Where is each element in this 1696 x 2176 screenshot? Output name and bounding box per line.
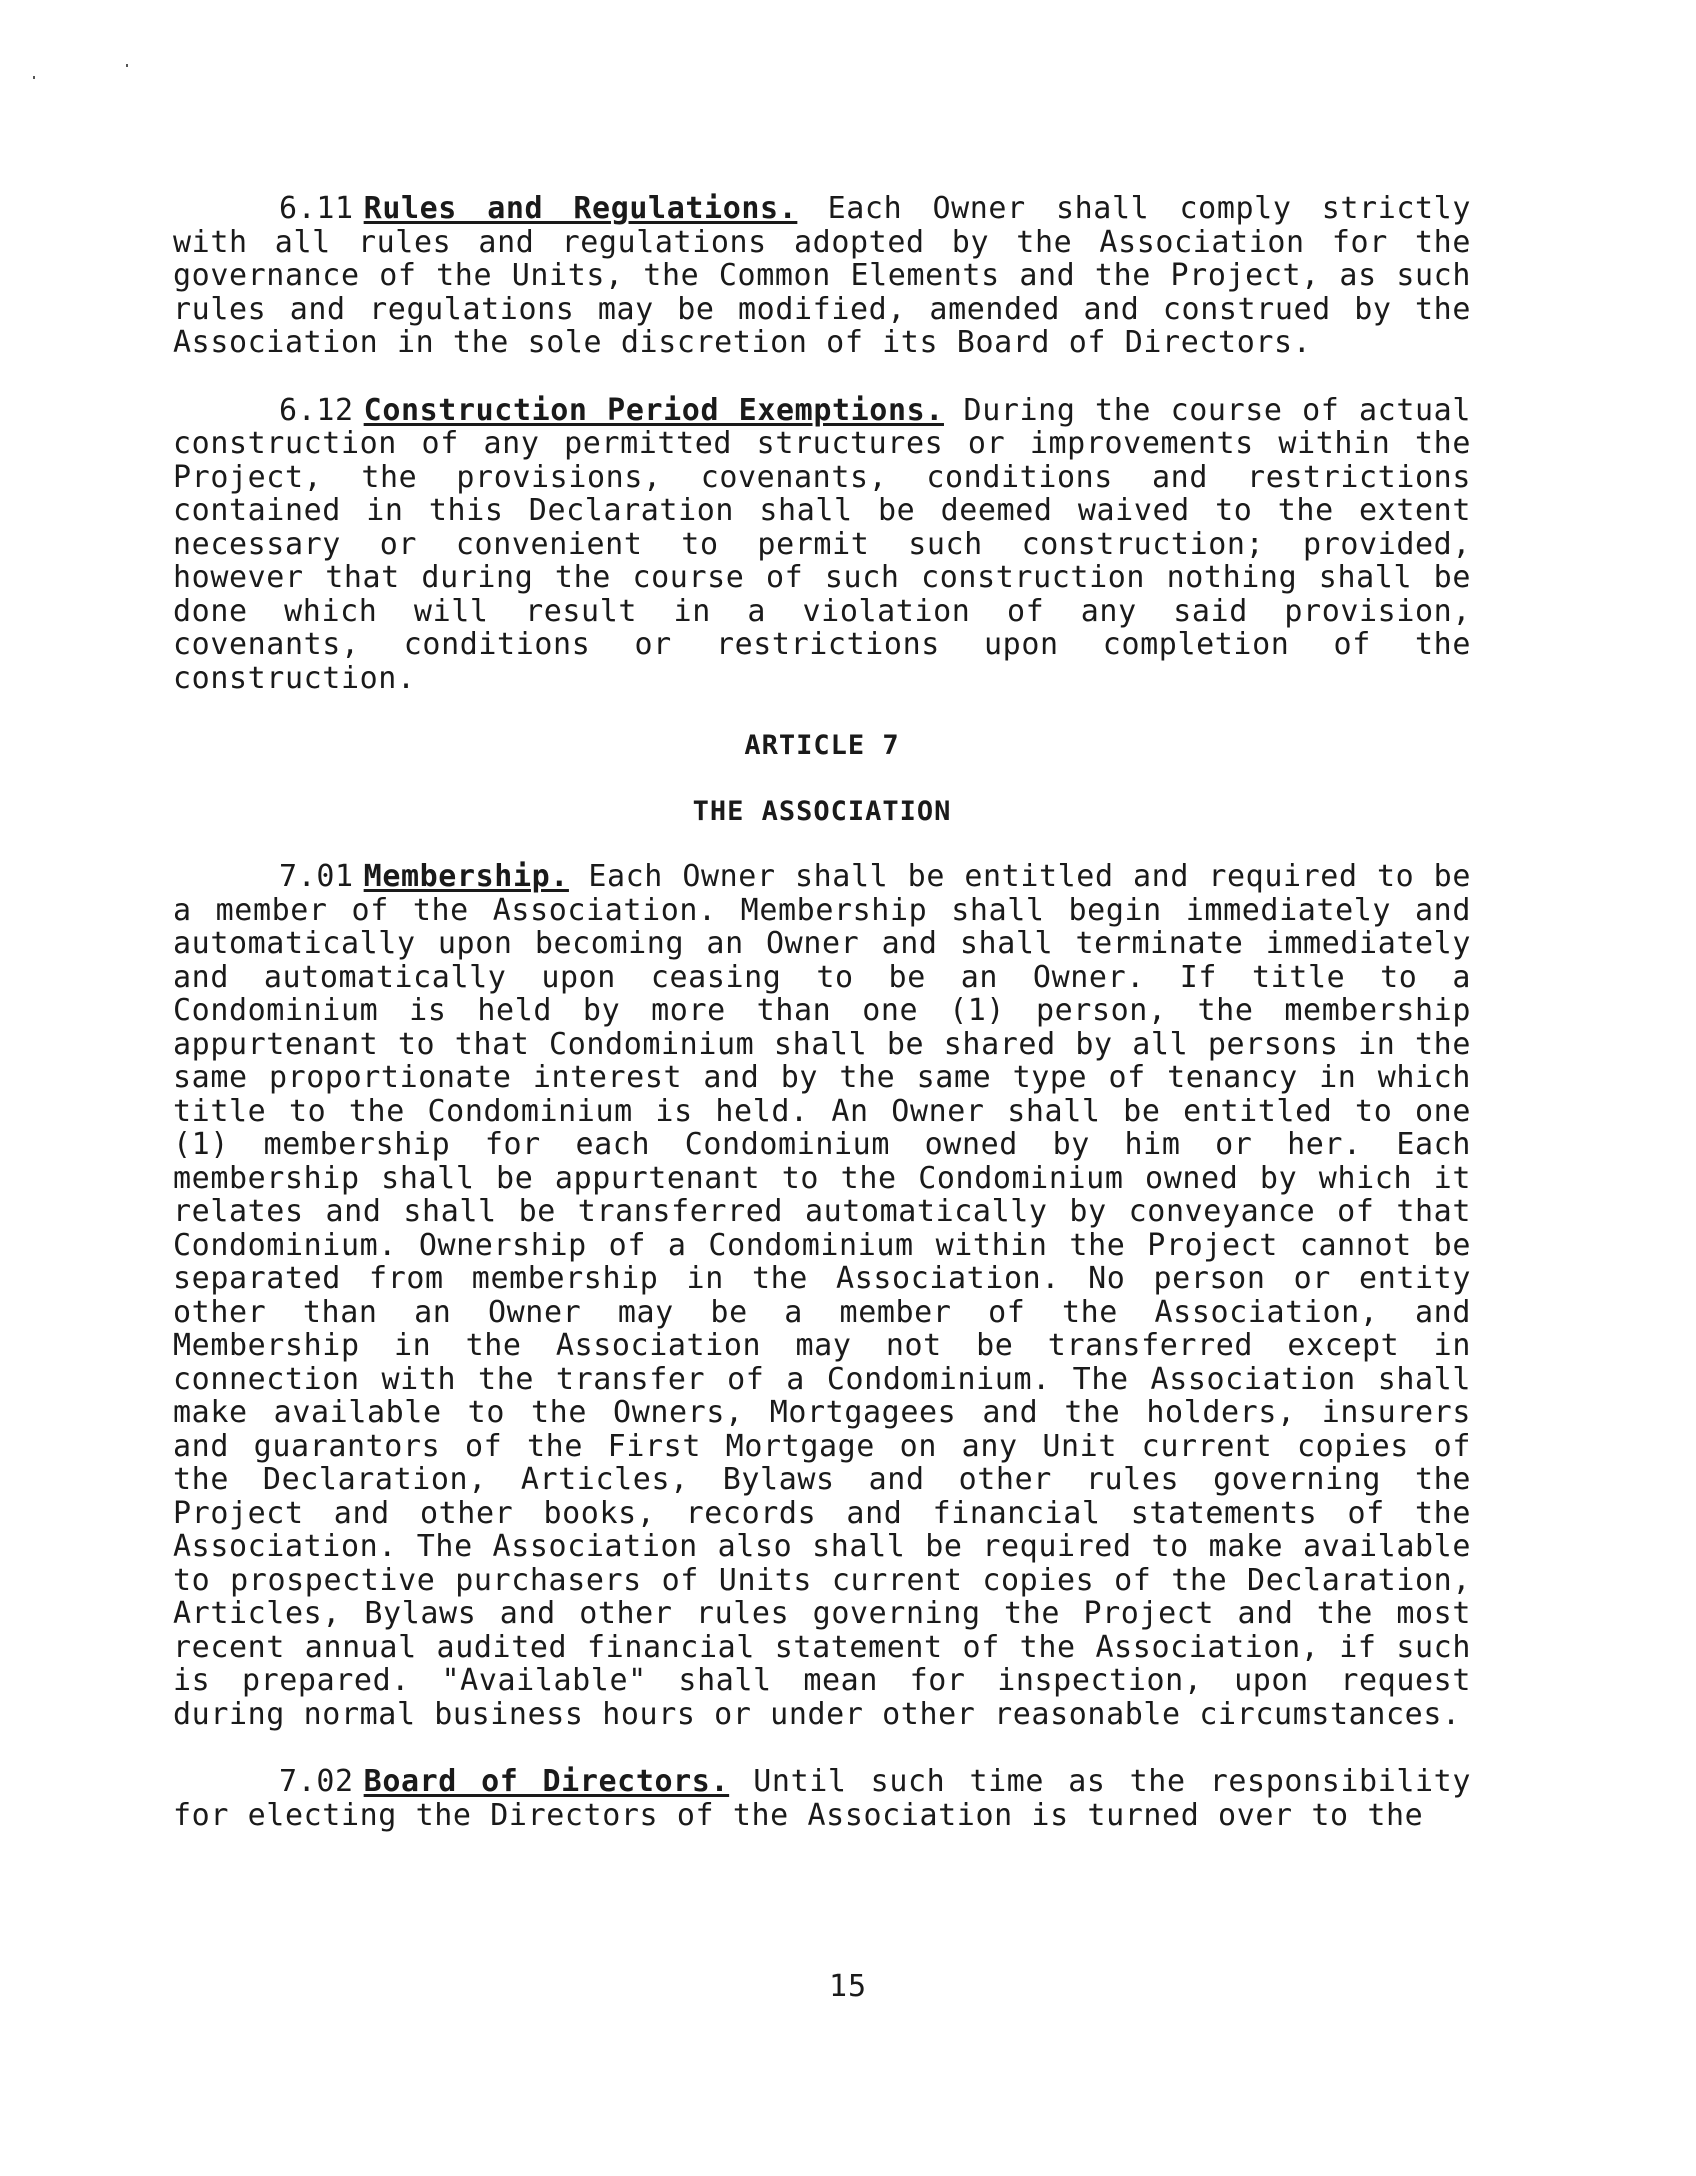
- scan-speck: [33, 76, 35, 79]
- page-number: 15: [828, 1969, 868, 2004]
- document-body: [173, 192, 1471, 1832]
- scan-speck: [126, 64, 128, 67]
- section-heading: Construction Period Exemptions.: [363, 392, 944, 428]
- section-number: 6.11: [279, 191, 354, 226]
- section-heading: Rules and Regulations.: [363, 191, 798, 226]
- section-text: Until such time as the responsibility for electing the Directors of the Association is turned over to the: [173, 1764, 1471, 1833]
- section-number: 7.02: [279, 1764, 354, 1799]
- section-6-12: [173, 394, 1471, 696]
- section-number: 6.12: [279, 392, 354, 428]
- section-text: During the course of actual construction of any permitted structures or improvements within the Project, the provisions, covenants, conditions and restrictions contained in this Declaration shall be deemed waived to the extent necessary or convenient to permit such construction; provided, however that during the course of such construction nothing shall be done which will result in a violation of any said provision, covenants, conditions or restrictions upon completion of the construction.: [173, 392, 1471, 696]
- section-heading: Membership.: [363, 859, 569, 894]
- section-6-11: [173, 192, 1471, 360]
- section-heading: Board of Directors.: [363, 1764, 730, 1799]
- section-text: Each Owner shall be entitled and required to be a member of the Association. Membership shall begin immediately and automatically upon becoming an Owner and shall terminate immediately and automatically upon ceasing to be an Owner. If title to a Condominium is held by more than one (1) person, the membership appurtenant to that Condominium shall be shared by all persons in the same proportionate interest and by the same type of tenancy in which title to the Condominium is held. An Owner shall be entitled to one (1) membership for each Condominium owned by him or her. Each membership shall be appurtenant to the Condominium owned by which it relates and shall be transferred automatically by conveyance of that Condominium. Ownership of a Condominium within the Project cannot be separated from membership in the Association. No person or entity other than an Owner may be a member of the Association, and Membership in the Association may not be transferred except in connection with the transfer of a Condominium. The Association shall make available to the Owners, Mortgagees and the holders, insurers and guarantors of the First Mortgage on any Unit current copies of the Declaration, Articles, Bylaws and other rules governing the Project and other books, records and financial statements of the Association. The Association also shall be required to make available to prospective purchasers of Units current copies of the Declaration, Articles, Bylaws and other rules governing the Project and the most recent annual audited financial statement of the Association, if such is prepared. "Available" shall mean for inspection, upon request during normal business hours or under other reasonable circumstances.: [173, 859, 1472, 1732]
- article-number: ARTICLE 7: [744, 730, 900, 761]
- article-title: THE ASSOCIATION: [692, 795, 952, 827]
- section-number: 7.01: [279, 859, 354, 894]
- section-7-02: [173, 1765, 1471, 1832]
- section-7-01: [173, 860, 1471, 1731]
- section-text: Each Owner shall comply strictly with all rules and regulations adopted by the Association for the governance of the Units, the Common Elements and the Project, as such rules and regulations may be modified, amended and construed by the Association in the sole discretion of its Board of Directors.: [173, 191, 1471, 360]
